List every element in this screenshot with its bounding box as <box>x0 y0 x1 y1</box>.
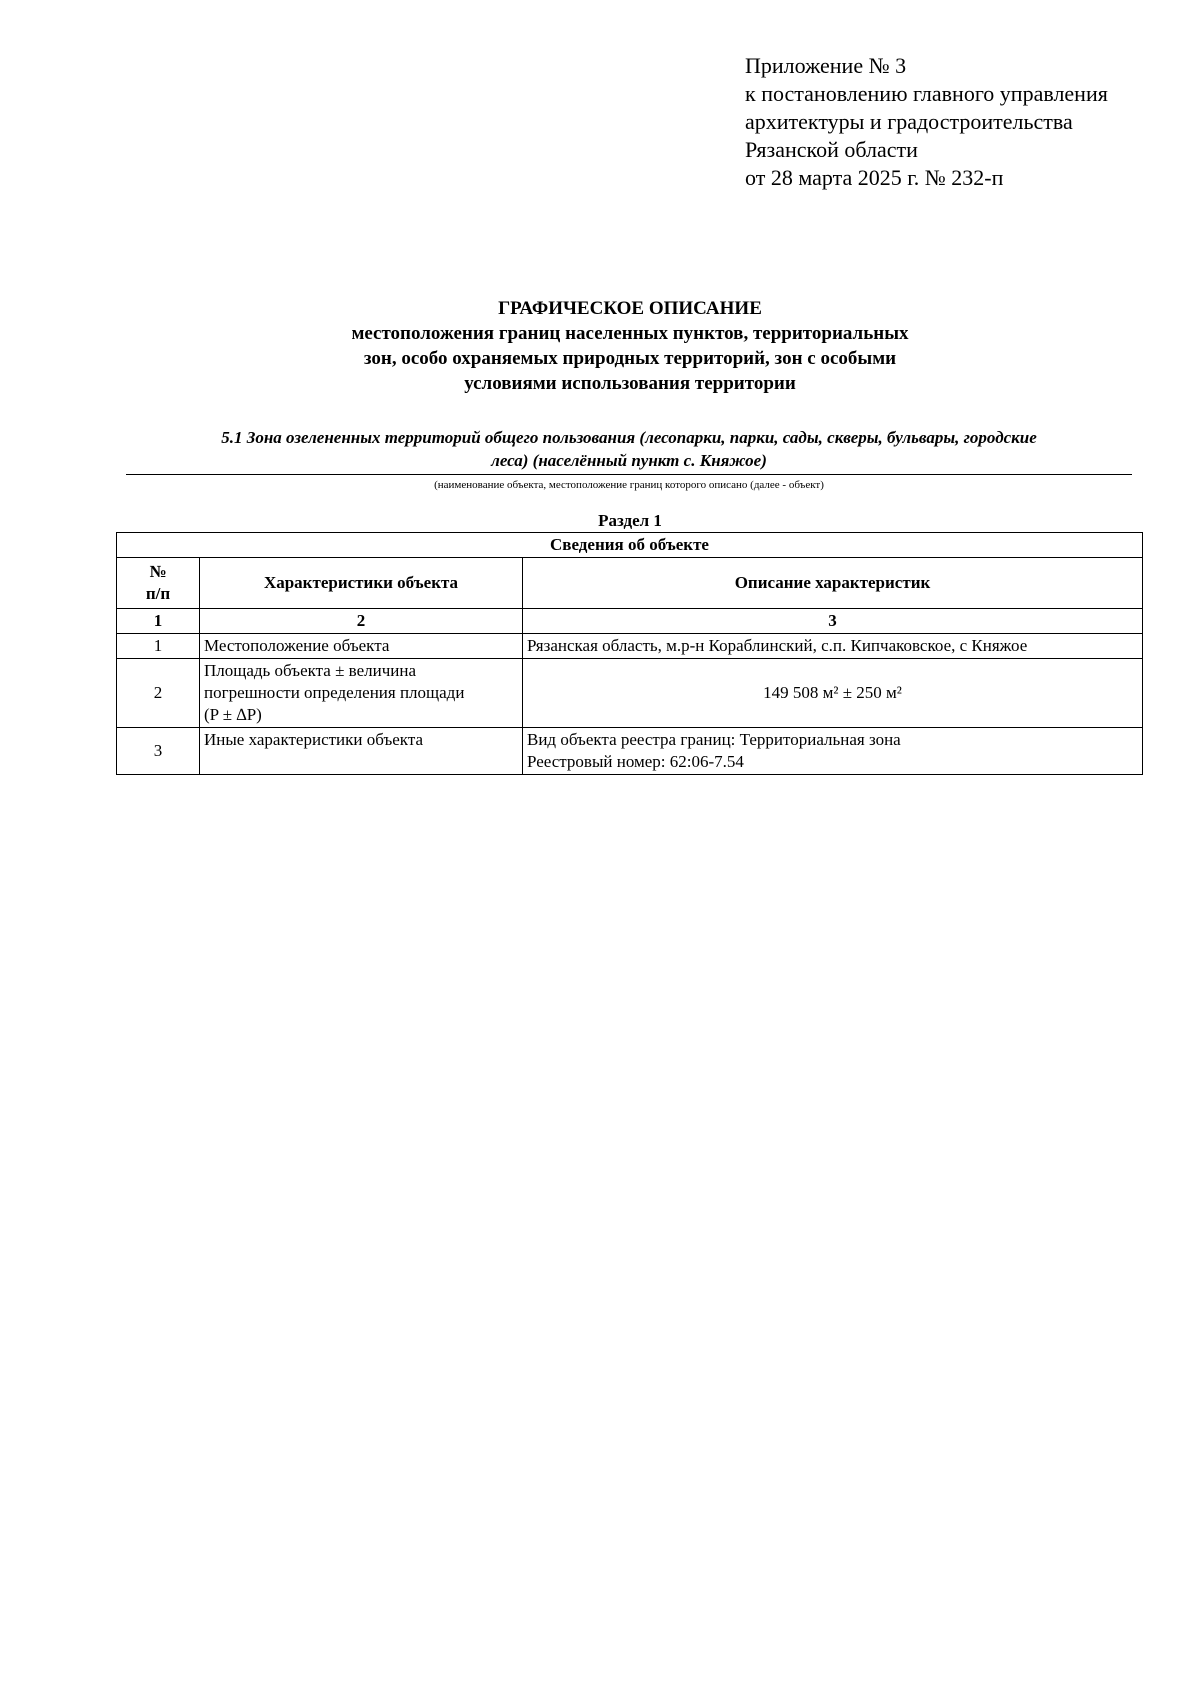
appendix-line: архитектуры и градостроительства <box>745 109 1073 134</box>
header-description: Описание характеристик <box>523 558 1143 609</box>
column-number: 1 <box>117 609 200 634</box>
row-characteristic-line: Местоположение объекта <box>204 636 390 655</box>
row-characteristic-line: погрешности определения площади <box>204 683 465 702</box>
table-row <box>117 728 1143 775</box>
object-name-line: леса) (населённый пункт с. Княжое) <box>491 451 767 470</box>
table-title-row <box>117 533 1143 558</box>
object-caption: (наименование объекта, местоположение границ которого описано (далее - объект) <box>434 479 824 491</box>
title-sub-line: условиями использования территории <box>464 373 796 394</box>
row-characteristic-line: (P ± ∆P) <box>204 705 262 724</box>
row-num: 3 <box>117 728 200 775</box>
title-sub-line: зон, особо охраняемых природных территорий, зон с особыми <box>363 348 897 369</box>
appendix-line: от 28 марта 2025 г. № 232-п <box>745 165 1004 190</box>
column-number: 2 <box>200 609 523 634</box>
header-num <box>117 558 200 609</box>
header-characteristics: Характеристики объекта <box>200 558 523 609</box>
row-description <box>523 659 1143 728</box>
appendix-line: к постановлению главного управления <box>745 81 1108 106</box>
table-header-row <box>117 558 1143 609</box>
row-description <box>523 728 1143 775</box>
title-sub-line: местоположения границ населенных пунктов, территориальных <box>351 323 909 344</box>
section-title: Раздел 1 <box>598 511 662 530</box>
header-num-line: п/п <box>145 584 171 603</box>
appendix-block <box>745 52 1108 192</box>
object-name <box>126 426 1132 475</box>
object-name-line: 5.1 Зона озелененных территорий общего пользования (лесопарки, парки, сады, скверы, бульвары, городские <box>221 428 1037 447</box>
row-characteristic <box>200 634 523 659</box>
row-characteristic <box>200 659 523 728</box>
row-characteristic <box>200 728 523 775</box>
row-num: 1 <box>117 634 200 659</box>
title-main: ГРАФИЧЕСКОЕ ОПИСАНИЕ <box>498 298 762 319</box>
row-characteristic-line: Иные характеристики объекта <box>204 730 424 749</box>
appendix-line: Приложение № 3 <box>745 53 907 78</box>
table-row <box>117 659 1143 728</box>
appendix-line: Рязанской области <box>745 137 918 162</box>
table-row <box>117 634 1143 659</box>
row-description <box>523 634 1143 659</box>
row-characteristic-line: Площадь объекта ± величина <box>204 661 417 680</box>
row-description-line: Рязанская область, м.р-н Кораблинский, с.п. Кипчаковское, с Княжое <box>527 636 1028 655</box>
object-info-table <box>116 532 1143 775</box>
row-description-line: Вид объекта реестра границ: Территориальная зона <box>527 730 901 749</box>
column-number-row <box>117 609 1143 634</box>
row-description-line: Реестровый номер: 62:06-7.54 <box>527 752 744 771</box>
row-description-line: 149 508 м² ± 250 м² <box>763 683 902 702</box>
table-title: Сведения об объекте <box>117 533 1143 558</box>
row-num: 2 <box>117 659 200 728</box>
header-num-line: № <box>149 562 167 581</box>
document-title <box>0 296 1200 396</box>
column-number: 3 <box>523 609 1143 634</box>
